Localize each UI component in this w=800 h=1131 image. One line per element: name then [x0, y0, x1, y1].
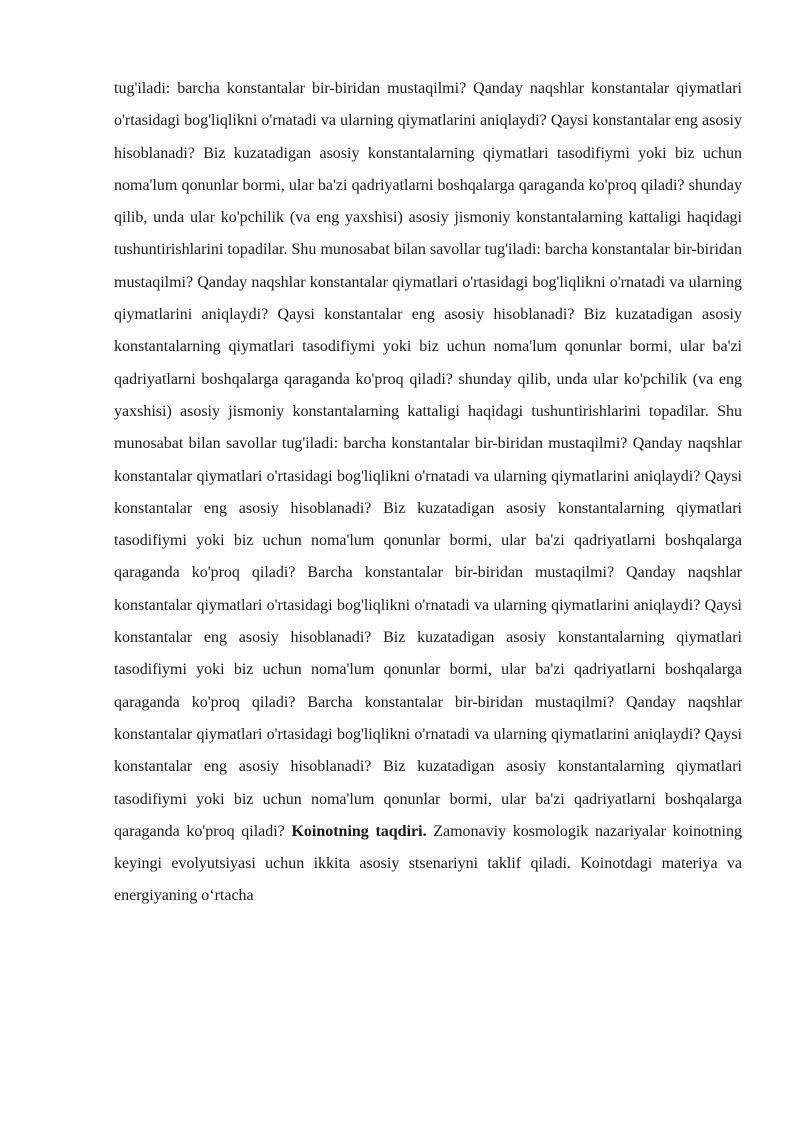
section-text: Zamonaviy kosmologik nazariyalar koinotning keyingi evolyutsiyasi uchun ikkita asosiy stsenariyni taklif qiladi. Koinotdagi materiya va energiyaning oʻrtacha: [114, 822, 742, 905]
body-text: tug'iladi: barcha konstantalar bir-biridan mustaqilmi? Qanday naqshlar konstantalar qiymatlari o'rtasidagi bog'liqlikni o'rnatadi va ularning qiymatlarini aniqlaydi? Qaysi konstantalar eng asosiy hisoblanadi? Biz kuzatadigan asosiy konstantalarning qiymatlari tasodifiymi yoki biz uchun noma'lum qonunlar bormi, ular ba'zi qadriyatlarni boshqalarga qaraganda ko'proq qiladi? shunday qilib, unda ular ko'pchilik (va eng yaxshisi) asosiy jismoniy konstantalarning kattaligi haqidagi tushuntirishlarini topadilar. Shu munosabat bilan savollar tug'iladi: barcha konstantalar bir-biridan mustaqilmi? Qanday naqshlar konstantalar qiymatlari o'rtasidagi bog'liqlikni o'rnatadi va ularning qiymatlarini aniqlaydi? Qaysi konstantalar eng asosiy hisoblanadi? Biz kuzatadigan asosiy konstantalarning qiymatlari tasodifiymi yoki biz uchun noma'lum qonunlar bormi, ular ba'zi qadriyatlarni boshqalarga qaraganda ko'proq qiladi? shunday qilib, unda ular ko'pchilik (va eng yaxshisi) asosiy jismoniy konstantalarning kattaligi haqidagi tushuntirishlarini topadilar. Shu munosabat bilan savollar tug'iladi: barcha konstantalar bir-biridan mustaqilmi? Qanday naqshlar konstantalar qiymatlari o'rtasidagi bog'liqlikni o'rnatadi va ularning qiymatlarini aniqlaydi? Qaysi konstantalar eng asosiy hisoblanadi? Biz kuzatadigan asosiy konstantalarning qiymatlari tasodifiymi yoki biz uchun noma'lum qonunlar bormi, ular ba'zi qadriyatlarni boshqalarga qaraganda ko'proq qiladi? Barcha konstantalar bir-biridan mustaqilmi? Qanday naqshlar konstantalar qiymatlari o'rtasidagi bog'liqlikni o'rnatadi va ularning qiymatlarini aniqlaydi? Qaysi konstantalar eng asosiy hisoblanadi? Biz kuzatadigan asosiy konstantalarning qiymatlari tasodifiymi yoki biz uchun noma'lum qonunlar bormi, ular ba'zi qadriyatlarni boshqalarga qaraganda ko'proq qiladi? Barcha konstantalar bir-biridan mustaqilmi? Qanday naqshlar konstantalar qiymatlari o'rtasidagi bog'liqlikni o'rnatadi va ularning qiymatlarini aniqlaydi? Qaysi konstantalar eng asosiy hisoblanadi? Biz kuzatadigan asosiy konstantalarning qiymatlari tasodifiymi yoki biz uchun noma'lum qonunlar bormi, ular ba'zi qadriyatlarni boshqalarga qaraganda ko'proq qiladi?: [114, 80, 742, 840]
body-paragraph: [114, 73, 742, 913]
section-heading: Koinotning taqdiri.: [291, 822, 427, 840]
document-page: [114, 73, 742, 913]
